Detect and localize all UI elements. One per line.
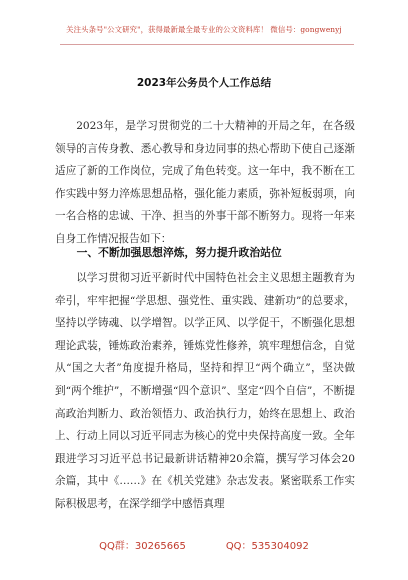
footer-qq-number: QQ：535304092 [225,541,309,552]
footer-qq-group: QQ群：30265665 [99,541,186,552]
header-promo-note: 关注头条号"公文研究"，获得最新最全最专业的公文资料库！ 微信号：gongwenyj [66,25,342,34]
header-divider [60,44,354,45]
footer-contact [0,537,408,552]
section-heading-1: 一、不断加强思想淬炼，努力提升政治站位 [76,246,282,259]
document-title: 2023年公务员个人工作总结 [136,77,272,89]
paragraph-intro: 2023年，是学习贯彻党的二十大精神的开局之年，在各级领导的言传身教、悉心教导和身边同事的热心帮助下使自己逐渐适应了新的工作岗位，完成了角色转变。这一年中，我不断在工作实践中努力淬炼思想品格，强化能力素质，弥补短板弱项，向一名合格的忠诚、干净、担当的外事干部不断努力。现将一年来自身工作情况报告如下： [55,120,355,245]
paragraph-section-1: 以学习贯彻习近平新时代中国特色社会主义思想主题教育为牵引，牢牢把握“学思想、强党性、重实践、建新功”的总要求，坚持以学铸魂、以学增智。以学正风、以学促干，不断强化思想理论武装，锤炼政治素养，锤炼党性修养，筑牢理想信念，自觉从“国之大者”角度提升格局，坚持和捍卫“两个确立”，坚决做到“两个维护”，不断增强“四个意识”、坚定“四个自信”，不断提高政治判断力、政治领悟力、政治执行力，始终在思想上、政治上、行动上同以习近平同志为核心的党中央保持高度一致。全年跟进学习习近平总书记最新讲话精神20余篇，撰写学习体会20余篇，其中《……》在《机关党建》杂志发表。紧密联系工作实际积极思考，在深学细学中感悟真理 [55,272,355,510]
